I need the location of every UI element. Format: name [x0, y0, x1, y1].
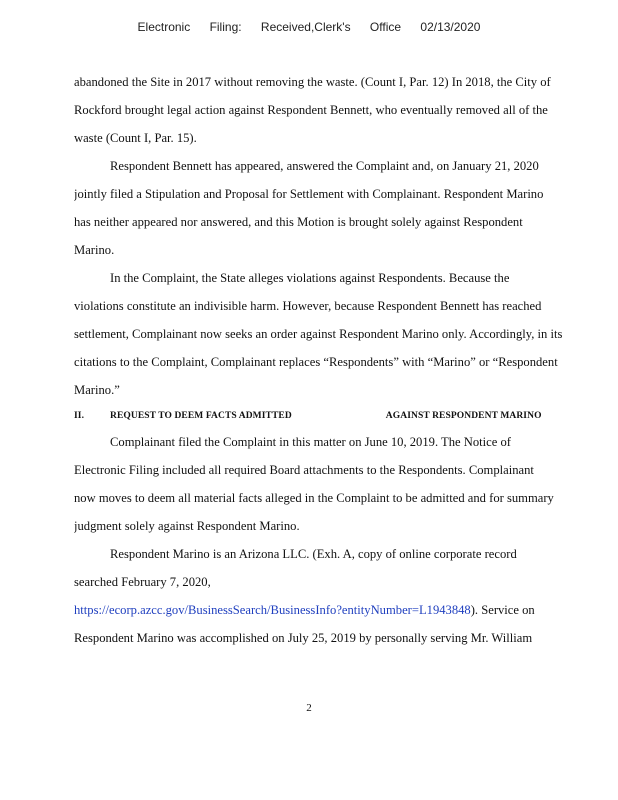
text-line: Respondent Marino was accomplished on July 25, 2019 by personally serving Mr. William [74, 631, 533, 645]
section-number: II. [74, 411, 85, 421]
text-line: has neither appeared nor answered, and this Motion is brought solely against Respondent [74, 215, 523, 229]
text-line [74, 596, 590, 624]
header-word: Electronic [137, 20, 191, 34]
text-line: violations constitute an indivisible harm. However, because Respondent Bennett has reached [74, 299, 542, 313]
text-line: Respondent Bennett has appeared, answered the Complaint and, on January 21, 2020 [110, 159, 539, 173]
header-word: Filing: [209, 20, 242, 34]
filing-header [0, 20, 618, 34]
header-word: Received,Clerk's [260, 20, 351, 34]
text-line: Marino.” [74, 383, 120, 397]
text-line: judgment solely against Respondent Marino. [74, 519, 300, 533]
text-line: Marino. [74, 243, 115, 257]
text-line: waste (Count I, Par. 15). [74, 131, 197, 145]
section-title-part: REQUEST TO DEEM FACTS ADMITTED [110, 411, 292, 421]
section-heading [74, 404, 590, 428]
text-line: now moves to deem all material facts alleged in the Complaint to be admitted and for summary [74, 491, 554, 505]
text-line: Rockford brought legal action against Respondent Bennett, who eventually removed all of the [74, 103, 548, 117]
page-number: 2 [306, 702, 312, 714]
text-line: Respondent Marino is an Arizona LLC. (Exh. A, copy of online corporate record [110, 547, 517, 561]
document-body [74, 68, 590, 652]
text-line: jointly filed a Stipulation and Proposal for Settlement with Complainant. Respondent Marino [74, 187, 544, 201]
text-line: abandoned the Site in 2017 without removing the waste. (Count I, Par. 12) In 2018, the City of [74, 75, 551, 89]
section-title-part: AGAINST RESPONDENT MARINO [385, 411, 542, 421]
header-date: 02/13/2020 [420, 20, 481, 34]
text-line: citations to the Complaint, Complainant replaces “Respondents” with “Marino” or “Respondent [74, 355, 558, 369]
text-line: settlement, Complainant now seeks an order against Respondent Marino only. Accordingly, in its [74, 327, 563, 341]
text-fragment: ). Service on [470, 603, 535, 617]
text-line: Electronic Filing included all required Board attachments to the Respondents. Complainant [74, 463, 534, 477]
text-line: In the Complaint, the State alleges violations against Respondents. Because the [110, 271, 510, 285]
corporate-record-link[interactable]: https://ecorp.azcc.gov/BusinessSearch/BusinessInfo?entityNumber=L1943848 [74, 603, 471, 617]
header-word: Office [369, 20, 402, 34]
text-line: Complainant filed the Complaint in this matter on June 10, 2019. The Notice of [110, 435, 511, 449]
text-line: searched February 7, 2020, [74, 575, 211, 589]
